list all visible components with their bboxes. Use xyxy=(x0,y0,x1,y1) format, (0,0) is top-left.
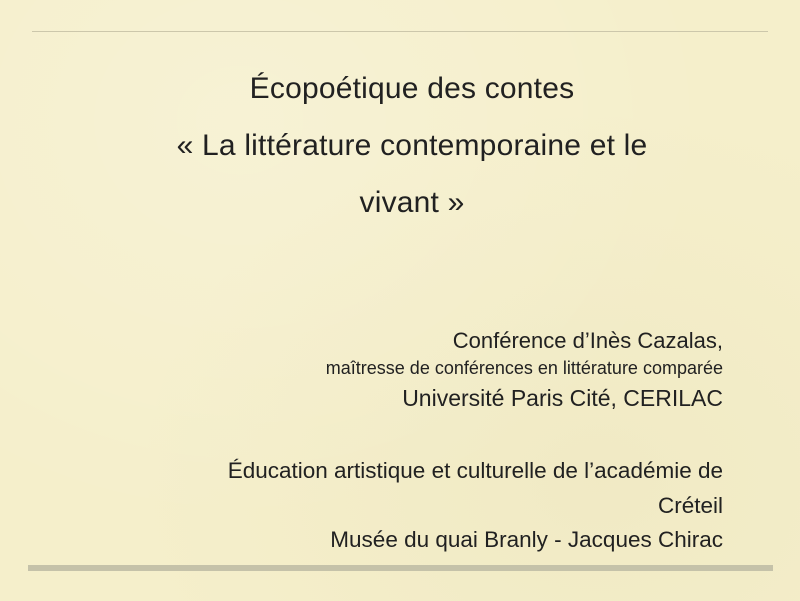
slide-title-line-1: Écopoétique des contes xyxy=(249,72,575,105)
speaker-name: Conférence d’Inès Cazalas, xyxy=(452,328,723,353)
slide-title-line-2: « La littérature contemporaine et le xyxy=(176,129,648,162)
event-venue: Musée du quai Branly - Jacques Chirac xyxy=(330,527,723,552)
slide-title xyxy=(24,60,800,231)
speaker-affiliation: Université Paris Cité, CERILAC xyxy=(402,385,723,411)
event-info xyxy=(63,454,723,558)
slide-title-line-3: vivant » xyxy=(359,186,465,219)
top-divider-line xyxy=(32,31,768,32)
bottom-divider-line xyxy=(28,565,773,571)
event-organizer-line-2: Créteil xyxy=(657,492,723,518)
speaker-role: maîtresse de conférences en littérature comparée xyxy=(325,358,723,378)
speaker-info xyxy=(83,327,723,414)
event-organizer-line-1: Éducation artistique et culturelle de l’académie de xyxy=(227,458,723,483)
